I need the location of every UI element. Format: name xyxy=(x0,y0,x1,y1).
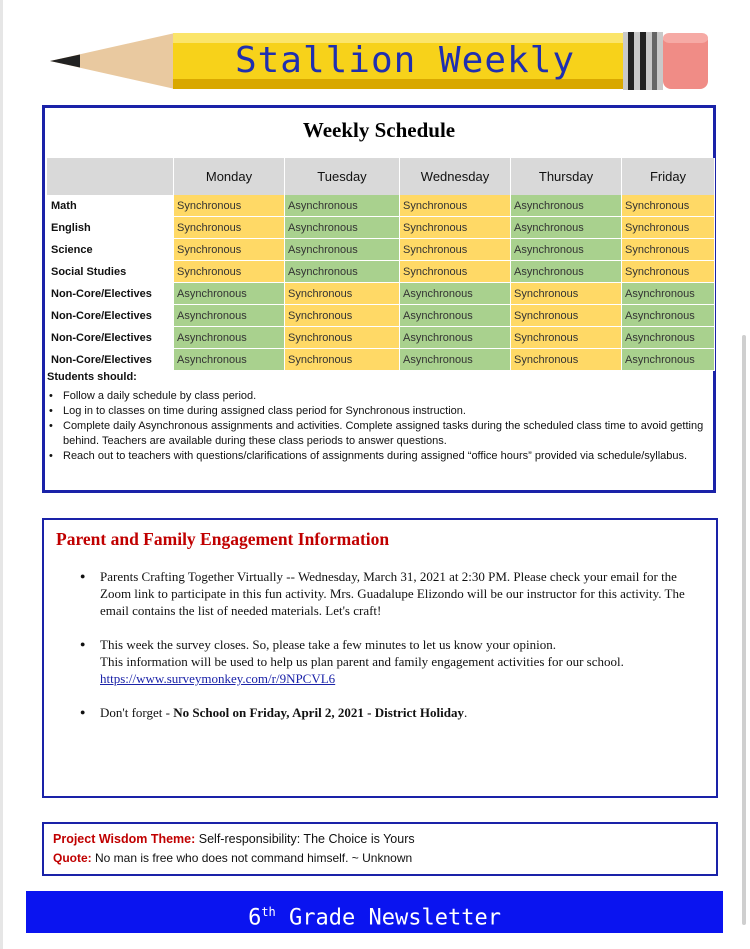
holiday-prefix: Don't forget - xyxy=(100,705,174,720)
table-cell: Synchronous xyxy=(511,349,622,371)
table-cell: Synchronous xyxy=(174,239,285,261)
table-cell: Synchronous xyxy=(285,349,400,371)
schedule-header-row xyxy=(47,158,715,195)
table-cell: Asynchronous xyxy=(511,239,622,261)
header-blank xyxy=(47,158,174,195)
weekly-schedule-panel xyxy=(42,105,716,493)
table-row xyxy=(47,283,715,305)
table-cell: Asynchronous xyxy=(511,261,622,283)
table-cell: Synchronous xyxy=(400,239,511,261)
table-cell: Asynchronous xyxy=(174,283,285,305)
students-should-section xyxy=(47,370,713,464)
table-row xyxy=(47,217,715,239)
table-cell: Synchronous xyxy=(285,305,400,327)
table-cell: Synchronous xyxy=(511,305,622,327)
table-cell: Asynchronous xyxy=(174,349,285,371)
table-row xyxy=(47,305,715,327)
subject-cell: Math xyxy=(47,195,174,217)
quote-label: Quote: xyxy=(53,851,92,865)
theme-value: Self-responsibility: The Choice is Yours xyxy=(195,832,415,846)
masthead-title: Stallion Weekly xyxy=(234,40,576,81)
survey-line-1: This week the survey closes. So, please take a few minutes to let us know your opinion. xyxy=(100,637,556,652)
table-cell: Asynchronous xyxy=(400,327,511,349)
table-row xyxy=(47,239,715,261)
table-cell: Asynchronous xyxy=(174,327,285,349)
students-list xyxy=(47,389,713,464)
list-item xyxy=(80,636,700,687)
table-cell: Asynchronous xyxy=(400,349,511,371)
table-cell: Asynchronous xyxy=(400,305,511,327)
table-cell: Synchronous xyxy=(400,195,511,217)
table-cell: Synchronous xyxy=(400,261,511,283)
header-friday: Friday xyxy=(622,158,715,195)
table-cell: Asynchronous xyxy=(285,195,400,217)
footer-banner xyxy=(26,891,723,933)
table-cell: Synchronous xyxy=(511,283,622,305)
table-cell: Asynchronous xyxy=(285,261,400,283)
scrollbar[interactable] xyxy=(742,335,746,925)
subject-cell: Non-Core/Electives xyxy=(47,305,174,327)
subject-cell: Non-Core/Electives xyxy=(47,349,174,371)
holiday-text: No School on Friday, April 2, 2021 - District Holiday xyxy=(173,705,464,720)
students-lead: Students should: xyxy=(47,371,137,383)
schedule-table xyxy=(47,158,715,371)
list-item xyxy=(80,704,700,721)
table-cell: Synchronous xyxy=(174,195,285,217)
table-cell: Synchronous xyxy=(622,195,715,217)
theme-label: Project Wisdom Theme: xyxy=(53,832,196,846)
table-cell: Asynchronous xyxy=(622,349,715,371)
table-cell: Synchronous xyxy=(285,327,400,349)
table-cell: Synchronous xyxy=(511,327,622,349)
subject-cell: Social Studies xyxy=(47,261,174,283)
footer-text: Grade Newsletter xyxy=(275,905,501,931)
table-cell: Synchronous xyxy=(400,217,511,239)
engagement-title: Parent and Family Engagement Information xyxy=(56,529,390,549)
table-cell: Asynchronous xyxy=(285,239,400,261)
table-cell: Asynchronous xyxy=(285,217,400,239)
header-tuesday: Tuesday xyxy=(285,158,400,195)
table-cell: Asynchronous xyxy=(622,327,715,349)
survey-line-2: This information will be used to help us plan parent and family engagement activities for our school. xyxy=(100,654,624,669)
list-item: • Follow a daily schedule by class period. xyxy=(47,389,713,404)
subject-cell: Non-Core/Electives xyxy=(47,327,174,349)
table-cell: Synchronous xyxy=(622,261,715,283)
theme-row xyxy=(53,832,415,846)
table-cell: Asynchronous xyxy=(174,305,285,327)
page-edge xyxy=(0,0,3,949)
subject-cell: Science xyxy=(47,239,174,261)
subject-cell: English xyxy=(47,217,174,239)
project-wisdom-panel xyxy=(42,822,718,876)
table-cell: Asynchronous xyxy=(511,195,622,217)
table-cell: Synchronous xyxy=(285,283,400,305)
engagement-list xyxy=(80,568,700,738)
table-cell: Synchronous xyxy=(622,239,715,261)
table-cell: Asynchronous xyxy=(622,305,715,327)
schedule-title: Weekly Schedule xyxy=(302,118,456,142)
grade-suffix: th xyxy=(261,905,276,919)
table-row xyxy=(47,349,715,371)
list-item: • Reach out to teachers with questions/clarifications of assignments during assigned “office hours” provided via schedule/syllabus. xyxy=(47,449,713,464)
table-row xyxy=(47,261,715,283)
subject-cell: Non-Core/Electives xyxy=(47,283,174,305)
header-wednesday: Wednesday xyxy=(400,158,511,195)
table-cell: Synchronous xyxy=(622,217,715,239)
header-monday: Monday xyxy=(174,158,285,195)
engagement-panel xyxy=(42,518,718,798)
grade-number: 6 xyxy=(248,905,262,931)
table-cell: Synchronous xyxy=(174,217,285,239)
table-cell: Asynchronous xyxy=(622,283,715,305)
table-row xyxy=(47,195,715,217)
list-item: ● Parents Crafting Together Virtually -- Wednesday, March 31, 2021 at 2:30 PM. Please check your email for the Zoom link to participate in this fun activity. Mrs. Guadalupe Elizondo will be our instructor for this activity. The email contains the list of needed materials. Let's craft! xyxy=(80,568,700,619)
table-cell: Synchronous xyxy=(174,261,285,283)
table-cell: Asynchronous xyxy=(400,283,511,305)
quote-row xyxy=(53,851,412,865)
table-row xyxy=(47,327,715,349)
holiday-suffix: . xyxy=(463,705,468,720)
table-cell: Asynchronous xyxy=(511,217,622,239)
list-item: • Log in to classes on time during assigned class period for Synchronous instruction. xyxy=(47,404,713,419)
survey-link[interactable]: https://www.surveymonkey.com/r/9NPCVL6 xyxy=(100,671,336,686)
header-thursday: Thursday xyxy=(511,158,622,195)
quote-value: No man is free who does not command himself. ~ Unknown xyxy=(91,851,413,865)
list-item: • Complete daily Asynchronous assignments and activities. Complete assigned tasks during the scheduled class time to avoid getting behind. Teachers are available during these class periods to answer questions. xyxy=(47,419,713,449)
